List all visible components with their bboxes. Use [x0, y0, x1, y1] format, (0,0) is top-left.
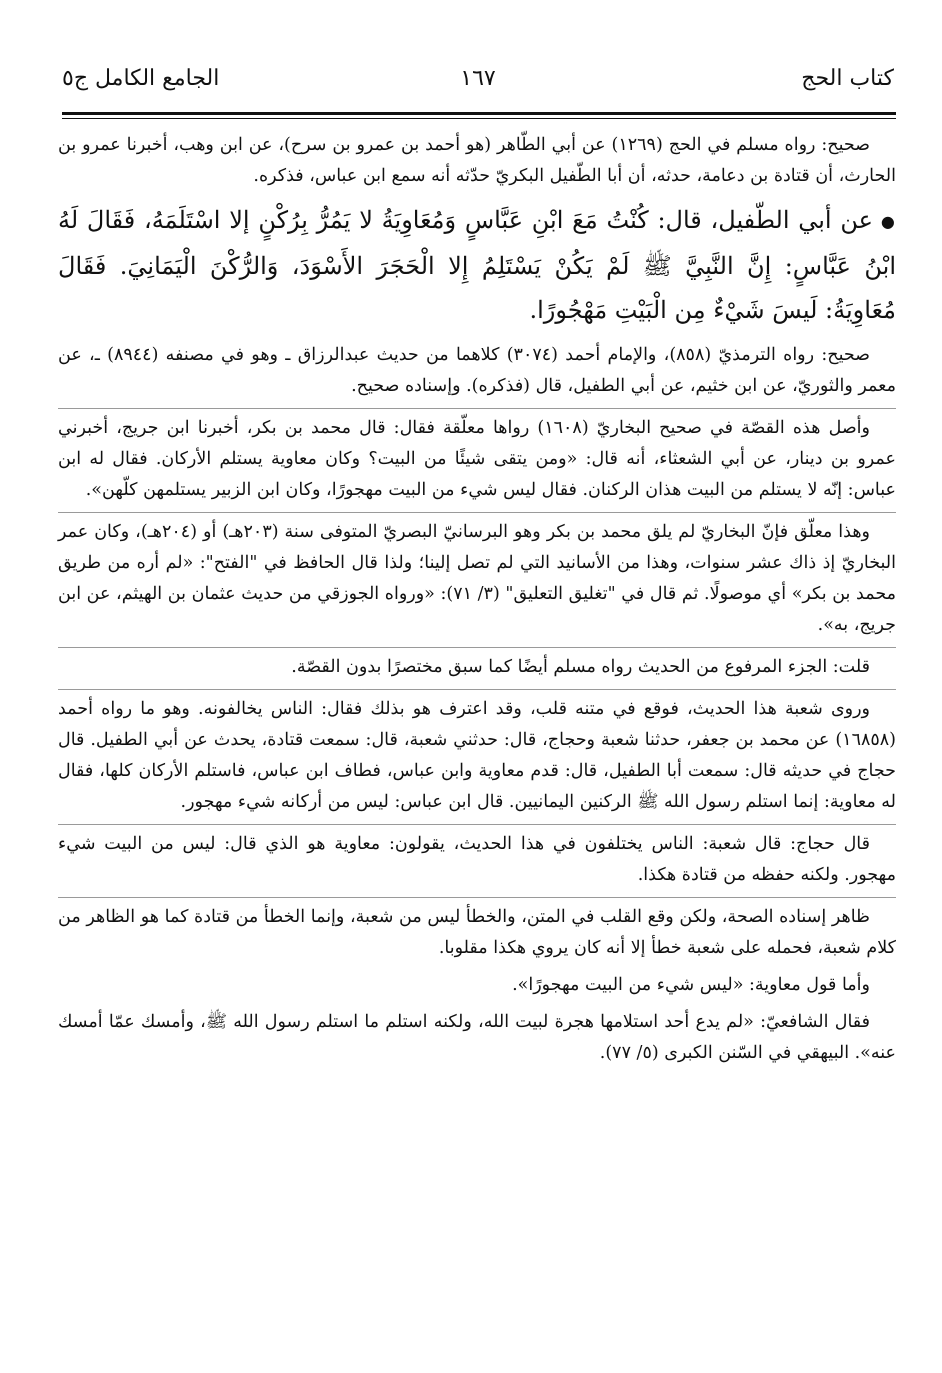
takhrij-paragraph: صحيح: رواه مسلم في الحج (١٢٦٩) عن أبي الطّاهر (هو أحمد بن عمرو بن سرح)، عن ابن وهب، أخبرنا عمرو بن الحارث، أن قتادة بن دعامة، حدثه، أن أبا الطّفيل البكريّ حدّثه أنه سمع ابن عباس، فذكره.	[58, 135, 896, 186]
page-header	[62, 56, 894, 100]
volume-title: الجامع الكامل ج٥	[62, 66, 220, 91]
book-title: كتاب الحج	[801, 66, 894, 91]
commentary-paragraph: فقال الشافعيّ: «لم يدع أحد استلامها هجرة لبيت الله، ولكنه استلم ما استلم رسول الله ﷺ، وأمسك عمّا أمسك عنه». البيهقي في السّنن الكبرى (٥/ ٧٧).	[58, 1011, 896, 1063]
header-rule-thick	[62, 112, 896, 115]
takhrij-paragraph: صحيح: رواه الترمذيّ (٨٥٨)، والإمام أحمد (٣٠٧٤) كلاهما من حديث عبدالرزاق ـ وهو في مصنفه (٨٩٤٤) ـ، عن معمر والثوريّ، عن ابن خثيم، عن أبي الطفيل، قال (فذكره). وإسناده صحيح.	[58, 344, 896, 396]
page-number: ١٦٧	[460, 66, 496, 91]
page-body	[58, 130, 896, 1075]
commentary-paragraph: قال حجاج: قال شعبة: الناس يختلفون في هذا الحديث، يقولون: معاوية هو الذي قال: ليس من البيت شيء مهجور. ولكنه حفظه من قتادة هكذا.	[58, 824, 896, 891]
commentary-paragraph: ظاهر إسناده الصحة، ولكن وقع القلب في المتن، والخطأ ليس من شعبة، وإنما الخطأ من قتادة كما هو الظاهر من كلام شعبة، فحمله على شعبة خطأ إلا أنه كان يروي هكذا مقلوبا.	[58, 897, 896, 964]
commentary-paragraph: وأما قول معاوية: «ليس شيء من البيت مهجورًا».	[512, 974, 870, 995]
commentary-paragraph: قلت: الجزء المرفوع من الحديث رواه مسلم أيضًا كما سبق مختصرًا بدون القصّة.	[58, 647, 896, 683]
hadith-text	[58, 198, 896, 332]
hadith-bullet-icon: ●	[880, 211, 896, 231]
commentary-paragraph: وأصل هذه القصّة في صحيح البخاريّ (١٦٠٨) رواها معلّقة فقال: قال محمد بن بكر، أخبرنا ابن جريج، أخبرني عمرو بن دينار، عن أبي الشعثاء، أنه قال: «ومن يتقى شيئًا من البيت؟ وكان معاوية يستلم الأركان. فقال له ابن عباس: إنّه لا يستلم من البيت هذان الركنان. فقال ليس شيء من البيت مهجورًا، وكان ابن الزبير يستلمهن كلّهن».	[58, 408, 896, 506]
hadith-body: عن أبي الطّفيل، قال: كُنْتُ مَعَ ابْنِ عَبَّاسٍ وَمُعَاوِيَةُ لا يَمُرُّ بِرُكْنٍ إلا اسْتَلَمَهُ، فَقَالَ لَهُ ابْنُ عَبَّاسٍ: إِنَّ النَّبِيَّ ﷺ لَمْ يَكُنْ يَسْتَلِمُ إِلا الْحَجَرَ الأَسْوَدَ، وَالرُّكْنَ الْيَمَانِيَ. فَقَالَ مُعَاوِيَةُ: لَيسَ شَيْءٌ مِن الْبَيْتِ مَهْجُورًا.	[58, 206, 896, 324]
commentary-paragraph: وهذا معلّق فإنّ البخاريّ لم يلق محمد بن بكر وهو البرسانيّ البصريّ المتوفى سنة (٢٠٣هـ) أو (٢٠٤هـ)، وكان عمر البخاريّ إذ ذاك عشر سنوات، وهذا من الأسانيد التي لم تصل إلينا؛ ولذا قال الحافظ في "الفتح": «لم أره من طريق محمد بن بكر» أي موصولًا. ثم قال في "تغليق التعليق" (٣/ ٧١): «ورواه الجوزقي من حديث عثمان بن الهيثم، عن ابن جريج، به».	[58, 512, 896, 641]
commentary-paragraph: وروى شعبة هذا الحديث، فوقع في متنه قلب، وقد اعترف هو بذلك فقال: الناس يخالفونه. وهو ما رواه أحمد (١٦٨٥٨) عن محمد بن جعفر، حدثنا شعبة وحجاج، قال: حدثني شعبة، قال: سمعت قتادة، يحدث عن أبي الطفيل. قال حجاج في حديثه قال: سمعت أبا الطفيل، قال: قدم معاوية وابن عباس، فطاف ابن عباس، فاستلم الأركان كلها، فقال له معاوية: إنما استلم رسول الله ﷺ الركنين اليمانيين. قال ابن عباس: ليس من أركانه شيء مهجور.	[58, 689, 896, 818]
header-rule-thin	[62, 118, 896, 119]
